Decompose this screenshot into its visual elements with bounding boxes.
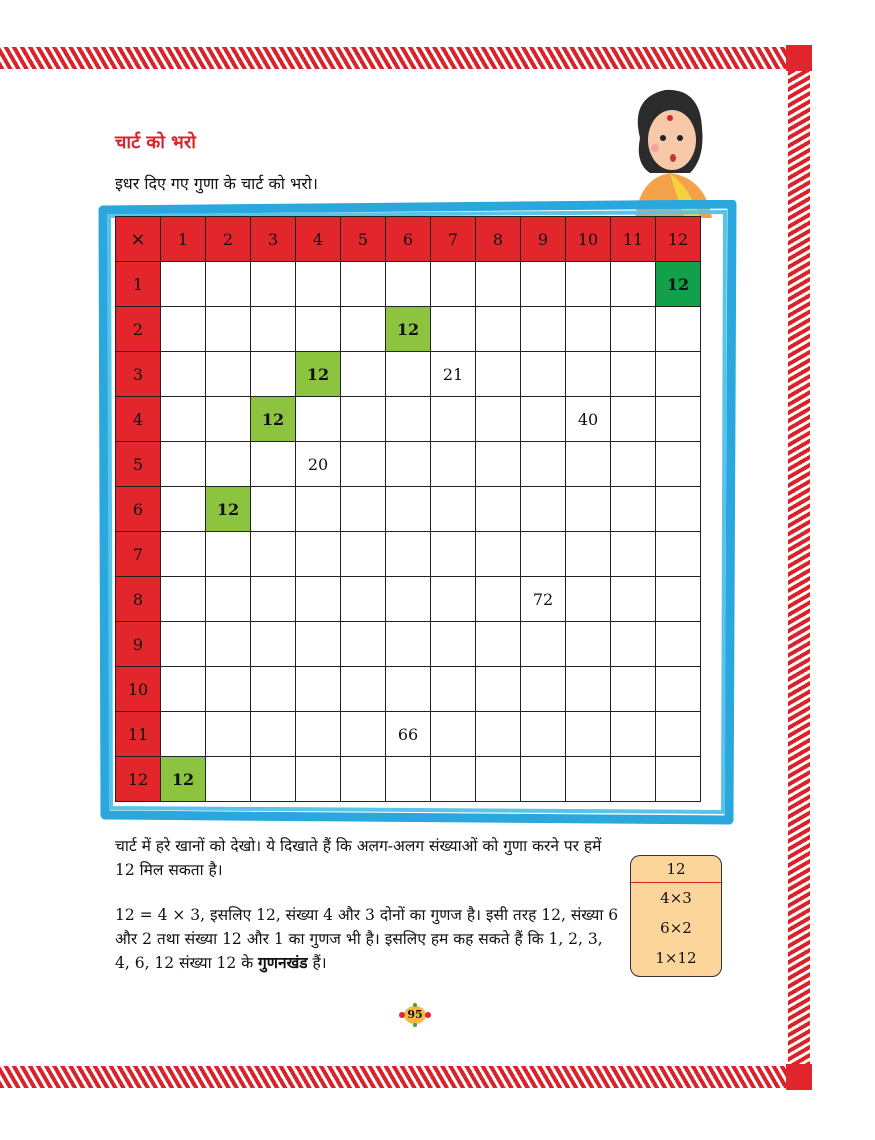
grid-cell: 12 bbox=[296, 352, 341, 397]
grid-cell bbox=[251, 262, 296, 307]
grid-cell bbox=[656, 352, 701, 397]
row-header: 2 bbox=[116, 307, 161, 352]
grid-cell bbox=[161, 622, 206, 667]
multiply-symbol: × bbox=[116, 217, 161, 262]
grid-row bbox=[116, 487, 701, 532]
grid-cell bbox=[341, 712, 386, 757]
multiplication-chart bbox=[115, 216, 701, 802]
grid-cell bbox=[566, 577, 611, 622]
grid-cell bbox=[521, 307, 566, 352]
header-row bbox=[116, 217, 701, 262]
grid-cell bbox=[431, 532, 476, 577]
grid-cell bbox=[251, 487, 296, 532]
grid-cell bbox=[521, 532, 566, 577]
row-header: 12 bbox=[116, 757, 161, 802]
grid-cell bbox=[521, 262, 566, 307]
grid-row bbox=[116, 397, 701, 442]
grid-cell bbox=[296, 532, 341, 577]
grid-cell bbox=[566, 262, 611, 307]
grid-row bbox=[116, 307, 701, 352]
column-header: 9 bbox=[521, 217, 566, 262]
grid-cell bbox=[206, 352, 251, 397]
grid-cell bbox=[566, 442, 611, 487]
grid-cell bbox=[251, 667, 296, 712]
grid-row bbox=[116, 442, 701, 487]
grid-cell bbox=[251, 532, 296, 577]
grid-cell bbox=[476, 307, 521, 352]
grid-cell bbox=[611, 577, 656, 622]
grid-cell bbox=[206, 307, 251, 352]
grid-cell bbox=[566, 712, 611, 757]
grid-cell bbox=[296, 577, 341, 622]
column-header: 7 bbox=[431, 217, 476, 262]
grid-cell bbox=[386, 532, 431, 577]
grid-cell bbox=[656, 397, 701, 442]
grid-row bbox=[116, 712, 701, 757]
row-header: 6 bbox=[116, 487, 161, 532]
grid-cell: 21 bbox=[431, 352, 476, 397]
grid-cell bbox=[251, 307, 296, 352]
grid-cell bbox=[161, 577, 206, 622]
grid-cell bbox=[386, 397, 431, 442]
column-header: 1 bbox=[161, 217, 206, 262]
grid-cell bbox=[161, 397, 206, 442]
grid-cell bbox=[386, 487, 431, 532]
grid-cell bbox=[656, 487, 701, 532]
top-border bbox=[0, 47, 810, 69]
grid-cell bbox=[566, 352, 611, 397]
grid-cell bbox=[656, 307, 701, 352]
grid-cell bbox=[566, 487, 611, 532]
grid-row bbox=[116, 577, 701, 622]
grid-cell bbox=[611, 622, 656, 667]
grid-cell bbox=[431, 712, 476, 757]
grid-cell bbox=[296, 307, 341, 352]
grid-cell bbox=[251, 352, 296, 397]
row-header: 4 bbox=[116, 397, 161, 442]
grid-cell bbox=[476, 577, 521, 622]
grid-cell bbox=[611, 352, 656, 397]
grid-cell bbox=[161, 667, 206, 712]
grid-cell bbox=[341, 442, 386, 487]
factor-pair: 6×2 bbox=[660, 919, 692, 937]
grid-cell bbox=[566, 757, 611, 802]
grid-cell bbox=[656, 667, 701, 712]
column-header: 5 bbox=[341, 217, 386, 262]
grid-cell bbox=[161, 532, 206, 577]
grid-cell bbox=[431, 262, 476, 307]
grid-cell bbox=[296, 262, 341, 307]
factor-pair: 4×3 bbox=[660, 889, 692, 907]
grid-cell bbox=[431, 307, 476, 352]
factor-box-number: 12 bbox=[631, 856, 721, 883]
grid-cell bbox=[431, 667, 476, 712]
grid-cell bbox=[206, 577, 251, 622]
grid-cell bbox=[296, 667, 341, 712]
grid-cell bbox=[476, 667, 521, 712]
grid-cell bbox=[476, 397, 521, 442]
grid-cell bbox=[341, 757, 386, 802]
grid-cell bbox=[161, 307, 206, 352]
grid-cell bbox=[431, 487, 476, 532]
grid-cell bbox=[476, 757, 521, 802]
grid-cell bbox=[566, 307, 611, 352]
grid-cell bbox=[521, 487, 566, 532]
grid-cell bbox=[521, 442, 566, 487]
row-header: 5 bbox=[116, 442, 161, 487]
grid-cell bbox=[656, 712, 701, 757]
grid-cell bbox=[296, 622, 341, 667]
grid-cell bbox=[521, 757, 566, 802]
grid-cell bbox=[206, 262, 251, 307]
grid-cell bbox=[611, 667, 656, 712]
grid-cell bbox=[386, 442, 431, 487]
grid-cell: 12 bbox=[251, 397, 296, 442]
column-header: 10 bbox=[566, 217, 611, 262]
grid-cell bbox=[476, 442, 521, 487]
paragraph-green-cells: चार्ट में हरे खानों को देखो। ये दिखाते हैं कि अलग-अलग संख्याओं को गुणा करने पर हमें 12 मिल सकता है। bbox=[115, 837, 602, 879]
grid-cell bbox=[161, 262, 206, 307]
corner-block bbox=[786, 1064, 812, 1090]
grid-cell bbox=[521, 397, 566, 442]
section-heading: चार्ट को भरो bbox=[115, 132, 196, 153]
grid-cell bbox=[161, 352, 206, 397]
grid-cell bbox=[431, 577, 476, 622]
grid-cell bbox=[566, 622, 611, 667]
grid-cell bbox=[476, 352, 521, 397]
grid-cell bbox=[251, 712, 296, 757]
grid-cell bbox=[296, 757, 341, 802]
paragraph-factors bbox=[115, 903, 620, 975]
grid-cell bbox=[476, 622, 521, 667]
grid-cell bbox=[611, 442, 656, 487]
grid-cell bbox=[431, 622, 476, 667]
grid-cell bbox=[611, 307, 656, 352]
grid-cell: 66 bbox=[386, 712, 431, 757]
grid-cell bbox=[296, 712, 341, 757]
corner-block bbox=[786, 45, 812, 71]
grid-cell bbox=[521, 712, 566, 757]
grid-cell bbox=[341, 532, 386, 577]
grid-cell bbox=[611, 487, 656, 532]
grid-row bbox=[116, 622, 701, 667]
grid-cell bbox=[251, 577, 296, 622]
grid-row bbox=[116, 532, 701, 577]
factor-pair: 1×12 bbox=[655, 949, 697, 967]
grid-cell bbox=[611, 532, 656, 577]
grid-cell: 12 bbox=[161, 757, 206, 802]
grid-cell bbox=[431, 442, 476, 487]
grid-cell: 72 bbox=[521, 577, 566, 622]
grid-cell: 12 bbox=[386, 307, 431, 352]
grid-cell bbox=[431, 397, 476, 442]
paragraph-text: 12 = 4 × 3, इसलिए 12, संख्या 4 और 3 दोनों का गुणज है। इसी तरह 12, संख्या 6 और 2 तथा संख्या 12 और 1 का गुणज भी है। इसलिए हम कह सकते हैं कि 1, 2, 3, 4, 6, 12 संख्या 12 के bbox=[115, 906, 619, 972]
right-border bbox=[788, 47, 810, 1088]
row-header: 8 bbox=[116, 577, 161, 622]
grid-row bbox=[116, 757, 701, 802]
grid-cell bbox=[611, 397, 656, 442]
grid-cell bbox=[341, 307, 386, 352]
grid-cell bbox=[296, 487, 341, 532]
column-header: 8 bbox=[476, 217, 521, 262]
grid-cell bbox=[656, 577, 701, 622]
grid-cell bbox=[206, 442, 251, 487]
grid-cell bbox=[341, 622, 386, 667]
grid-cell bbox=[161, 712, 206, 757]
grid-cell bbox=[476, 712, 521, 757]
grid-cell bbox=[341, 487, 386, 532]
row-header: 3 bbox=[116, 352, 161, 397]
grid-cell bbox=[476, 532, 521, 577]
grid-cell bbox=[251, 442, 296, 487]
grid-cell bbox=[206, 622, 251, 667]
grid-cell bbox=[566, 667, 611, 712]
grid-cell bbox=[386, 352, 431, 397]
grid-cell bbox=[386, 577, 431, 622]
grid-cell bbox=[521, 667, 566, 712]
grid-row bbox=[116, 667, 701, 712]
grid-cell bbox=[611, 262, 656, 307]
page-number-badge bbox=[396, 1003, 434, 1027]
grid-cell bbox=[386, 622, 431, 667]
grid-cell bbox=[386, 667, 431, 712]
column-header: 2 bbox=[206, 217, 251, 262]
grid-cell bbox=[206, 667, 251, 712]
row-header: 1 bbox=[116, 262, 161, 307]
column-header: 12 bbox=[656, 217, 701, 262]
page-number: 95 bbox=[407, 1008, 423, 1021]
column-header: 4 bbox=[296, 217, 341, 262]
grid-cell bbox=[656, 442, 701, 487]
grid-row bbox=[116, 262, 701, 307]
grid-cell bbox=[251, 757, 296, 802]
grid-cell bbox=[341, 262, 386, 307]
grid-cell bbox=[206, 397, 251, 442]
column-header: 11 bbox=[611, 217, 656, 262]
instruction-text: इधर दिए गए गुणा के चार्ट को भरो। bbox=[115, 174, 318, 193]
paragraph-text-end: हैं। bbox=[307, 954, 327, 972]
row-header: 11 bbox=[116, 712, 161, 757]
grid-cell: 40 bbox=[566, 397, 611, 442]
column-header: 6 bbox=[386, 217, 431, 262]
grid-cell bbox=[611, 712, 656, 757]
grid-cell bbox=[206, 532, 251, 577]
factor-box bbox=[630, 855, 722, 977]
grid-cell bbox=[656, 622, 701, 667]
bottom-border bbox=[0, 1066, 810, 1088]
grid-row bbox=[116, 352, 701, 397]
grid-cell bbox=[161, 442, 206, 487]
row-header: 9 bbox=[116, 622, 161, 667]
grid-cell bbox=[341, 397, 386, 442]
grid-cell bbox=[476, 487, 521, 532]
grid-cell bbox=[161, 487, 206, 532]
grid-cell bbox=[341, 577, 386, 622]
grid-cell: 12 bbox=[206, 487, 251, 532]
grid-cell bbox=[386, 262, 431, 307]
factor-term: गुणनखंड bbox=[258, 953, 308, 972]
grid-cell bbox=[386, 757, 431, 802]
grid-cell bbox=[341, 352, 386, 397]
grid-cell bbox=[476, 262, 521, 307]
grid-cell bbox=[341, 667, 386, 712]
row-header: 7 bbox=[116, 532, 161, 577]
grid-cell bbox=[251, 622, 296, 667]
grid-cell bbox=[656, 532, 701, 577]
grid-cell bbox=[566, 532, 611, 577]
girl-illustration bbox=[620, 78, 720, 218]
grid-cell bbox=[611, 757, 656, 802]
grid-cell bbox=[521, 352, 566, 397]
grid-cell bbox=[656, 757, 701, 802]
row-header: 10 bbox=[116, 667, 161, 712]
grid-cell bbox=[296, 397, 341, 442]
grid-cell bbox=[206, 757, 251, 802]
grid-cell: 20 bbox=[296, 442, 341, 487]
grid-cell bbox=[206, 712, 251, 757]
grid-cell bbox=[431, 757, 476, 802]
column-header: 3 bbox=[251, 217, 296, 262]
grid-cell bbox=[521, 622, 566, 667]
grid-cell: 12 bbox=[656, 262, 701, 307]
